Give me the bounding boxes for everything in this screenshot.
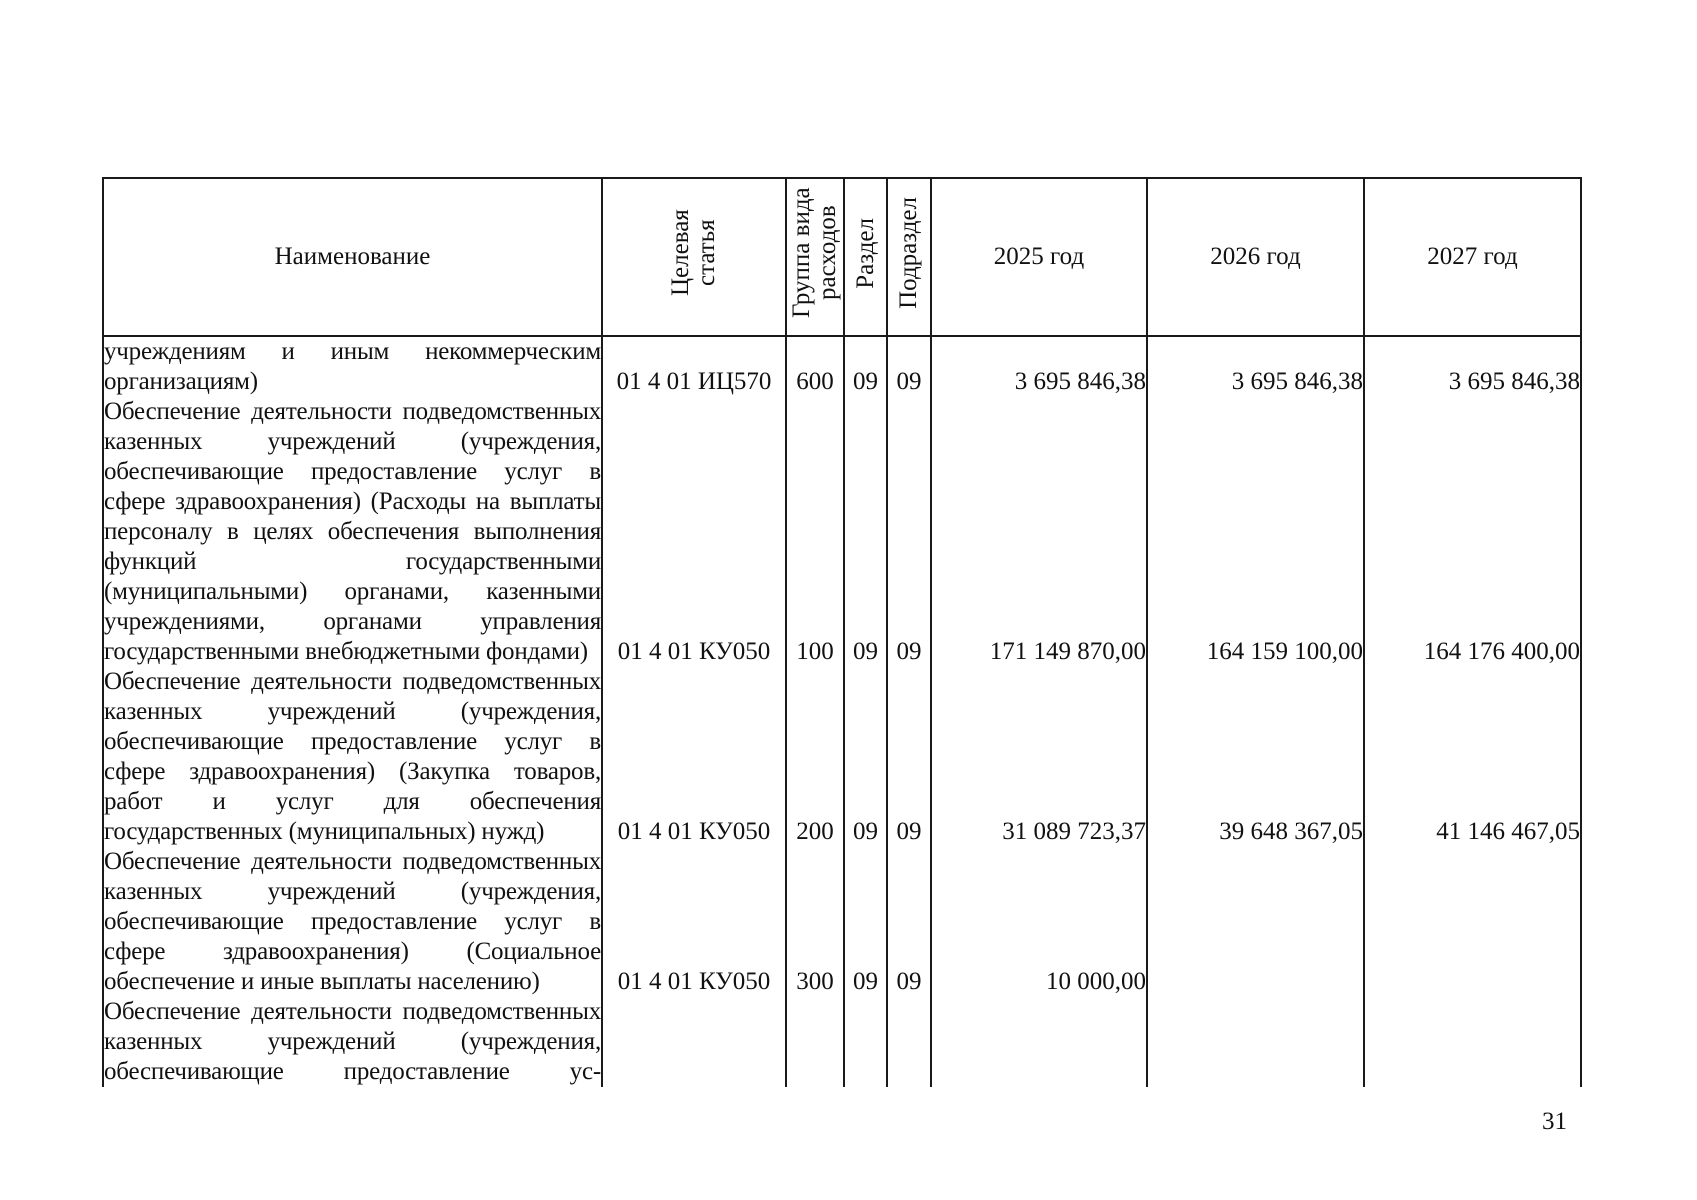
row-subsection: 09 — [887, 397, 931, 667]
row-amount-2025 — [931, 997, 1147, 1087]
row-name: Обеспечение деятельности подведомственных казенных учреждений (учреждения, обеспечивающие предоставление услуг в сфере здравоохранения) (Закупка товаров, работ и услуг для обеспечения государственных (муниципальных) нужд) — [104, 668, 601, 845]
table-row — [103, 847, 1581, 997]
row-amount-2027 — [1364, 997, 1581, 1087]
row-amount-2025: 31 089 723,37 — [931, 667, 1147, 847]
row-section: 09 — [844, 397, 887, 667]
row-expense-group: 300 — [786, 847, 844, 997]
row-amount-2025: 10 000,00 — [931, 847, 1147, 997]
row-name: учреждениям и иным некоммерческим организациям) — [104, 338, 601, 395]
table-row — [103, 997, 1581, 1087]
row-section: 09 — [844, 336, 887, 397]
row-section — [844, 997, 887, 1087]
row-section: 09 — [844, 667, 887, 847]
row-amount-2026: 39 648 367,05 — [1147, 667, 1364, 847]
row-target-article: 01 4 01 КУ050 — [602, 397, 786, 667]
header-expense-group: Группа вида расходов — [786, 178, 844, 336]
row-subsection — [887, 997, 931, 1087]
row-amount-2027: 3 695 846,38 — [1364, 336, 1581, 397]
page-number: 31 — [1542, 1108, 1567, 1135]
row-section: 09 — [844, 847, 887, 997]
row-amount-2026 — [1147, 847, 1364, 997]
table-row — [103, 667, 1581, 847]
header-section: Раздел — [844, 178, 887, 336]
table-row — [103, 336, 1581, 397]
row-expense-group: 600 — [786, 336, 844, 397]
row-target-article: 01 4 01 КУ050 — [602, 847, 786, 997]
table-row — [103, 397, 1581, 667]
row-amount-2025: 171 149 870,00 — [931, 397, 1147, 667]
row-amount-2027 — [1364, 847, 1581, 997]
row-expense-group: 100 — [786, 397, 844, 667]
header-year-2027: 2027 год — [1364, 178, 1581, 336]
header-subsection: Подраздел — [887, 178, 931, 336]
row-amount-2025: 3 695 846,38 — [931, 336, 1147, 397]
row-expense-group — [786, 997, 844, 1087]
row-target-article: 01 4 01 ИЦ570 — [602, 336, 786, 397]
row-target-article — [602, 997, 786, 1087]
row-amount-2026: 3 695 846,38 — [1147, 336, 1364, 397]
row-amount-2027: 41 146 467,05 — [1364, 667, 1581, 847]
header-year-2026: 2026 год — [1147, 178, 1364, 336]
header-name: Наименование — [103, 178, 602, 336]
row-name: Обеспечение деятельности подведомственных казенных учреждений (учреждения, обеспечивающие предоставление ус- — [104, 998, 601, 1085]
budget-table — [102, 177, 1582, 1087]
row-subsection: 09 — [887, 847, 931, 997]
row-subsection: 09 — [887, 667, 931, 847]
row-name: Обеспечение деятельности подведомственных казенных учреждений (учреждения, обеспечивающие предоставление услуг в сфере здравоохранения) (Социальное обеспечение и иные выплаты населению) — [104, 848, 601, 995]
row-amount-2026: 164 159 100,00 — [1147, 397, 1364, 667]
row-name: Обеспечение деятельности подведомственных казенных учреждений (учреждения, обеспечивающие предоставление услуг в сфере здравоохранения) (Расходы на выплаты персоналу в целях обеспечения выполнения функций государственными (муниципальными) органами, казенными учреждениями, органами управления государственными внебюджетными фондами) — [104, 398, 601, 665]
table-header-row — [103, 178, 1581, 336]
row-amount-2027: 164 176 400,00 — [1364, 397, 1581, 667]
row-subsection: 09 — [887, 336, 931, 397]
row-amount-2026 — [1147, 997, 1364, 1087]
header-target-article: Целевая статья — [602, 178, 786, 336]
row-expense-group: 200 — [786, 667, 844, 847]
row-target-article: 01 4 01 КУ050 — [602, 667, 786, 847]
header-year-2025: 2025 год — [931, 178, 1147, 336]
